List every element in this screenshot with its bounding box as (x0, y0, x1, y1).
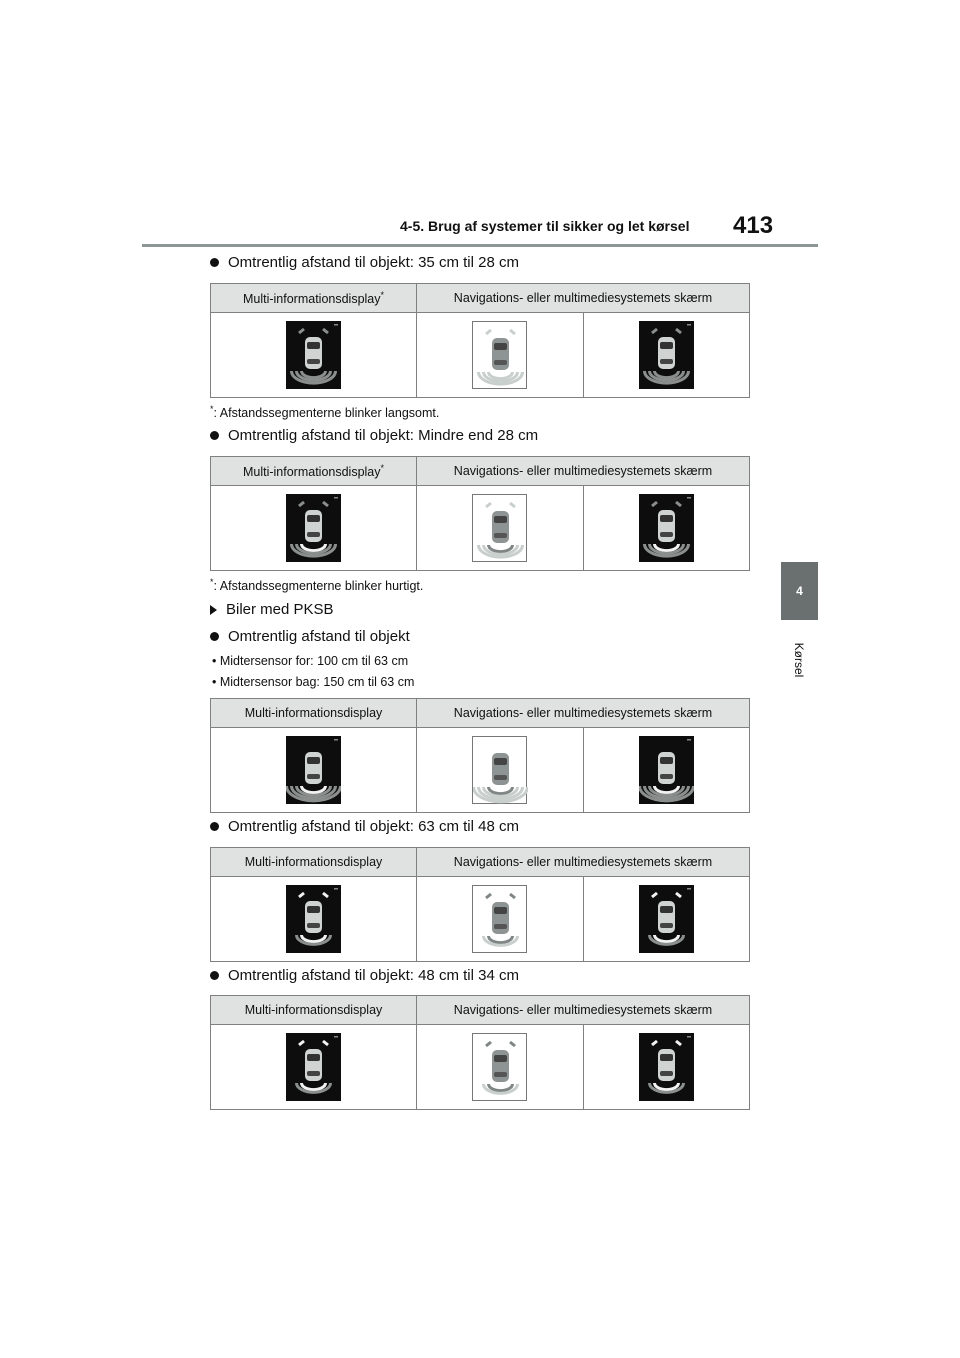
col-header-navigation: Navigations- eller multimediesystemets skærm (417, 457, 750, 486)
bullet-dot-icon (210, 258, 219, 267)
section-heading-5: Omtrentlig afstand til objekt: 48 cm til 34 cm (210, 967, 519, 984)
col-header-multi-info: Multi-informationsdisplay* (211, 284, 417, 313)
list-item: • Midtersensor bag: 150 cm til 63 cm (212, 675, 415, 689)
col-header-multi-info: Multi-informationsdisplay* (211, 457, 417, 486)
display-table-2 (210, 456, 750, 571)
col-header-navigation: Navigations- eller multimediesystemets skærm (417, 699, 750, 728)
navigation-screen-dark (639, 1033, 694, 1101)
multi-info-screen (286, 1033, 341, 1101)
navigation-screen-light (472, 885, 527, 953)
bullet-dot-icon (210, 431, 219, 440)
section-heading-4: Omtrentlig afstand til objekt: 63 cm til 48 cm (210, 818, 519, 835)
navigation-screen-light (472, 494, 527, 562)
footnote-2: *: Afstandssegmenterne blinker hurtigt. (210, 577, 424, 594)
bullet-dot-icon (210, 971, 219, 980)
display-table-3 (210, 698, 750, 813)
chapter-label: Kørsel (792, 642, 806, 678)
col-header-navigation: Navigations- eller multimediesystemets skærm (417, 848, 750, 877)
header-rule (142, 244, 818, 247)
list-item: • Midtersensor for: 100 cm til 63 cm (212, 654, 409, 668)
multi-info-screen (286, 736, 341, 804)
triangle-bullet-icon (210, 605, 217, 615)
col-header-multi-info: Multi-informationsdisplay (211, 699, 417, 728)
display-table-4 (210, 847, 750, 962)
bullet-dot-icon (210, 822, 219, 831)
navigation-screen-dark (639, 494, 694, 562)
bullet-dot-icon (210, 632, 219, 641)
subsection-heading-pksb: Biler med PKSB (210, 601, 334, 618)
col-header-navigation: Navigations- eller multimediesystemets skærm (417, 996, 750, 1025)
multi-info-screen (286, 885, 341, 953)
display-table-1 (210, 283, 750, 398)
section-heading-1: Omtrentlig afstand til objekt: 35 cm til 28 cm (210, 254, 519, 271)
footnote-1: *: Afstandssegmenterne blinker langsomt. (210, 404, 440, 421)
navigation-screen-dark (639, 321, 694, 389)
navigation-screen-light (472, 736, 527, 804)
multi-info-screen (286, 494, 341, 562)
col-header-multi-info: Multi-informationsdisplay (211, 848, 417, 877)
section-heading-3: Omtrentlig afstand til objekt (210, 628, 410, 645)
display-table-5 (210, 995, 750, 1110)
chapter-tab: 4 (781, 562, 818, 620)
col-header-multi-info: Multi-informationsdisplay (211, 996, 417, 1025)
page-number: 413 (733, 212, 774, 239)
navigation-screen-light (472, 1033, 527, 1101)
section-title: 4-5. Brug af systemer til sikker og let kørsel (400, 218, 690, 234)
navigation-screen-light (472, 321, 527, 389)
multi-info-screen (286, 321, 341, 389)
navigation-screen-dark (639, 736, 694, 804)
section-heading-2: Omtrentlig afstand til objekt: Mindre end 28 cm (210, 427, 538, 444)
navigation-screen-dark (639, 885, 694, 953)
col-header-navigation: Navigations- eller multimediesystemets skærm (417, 284, 750, 313)
